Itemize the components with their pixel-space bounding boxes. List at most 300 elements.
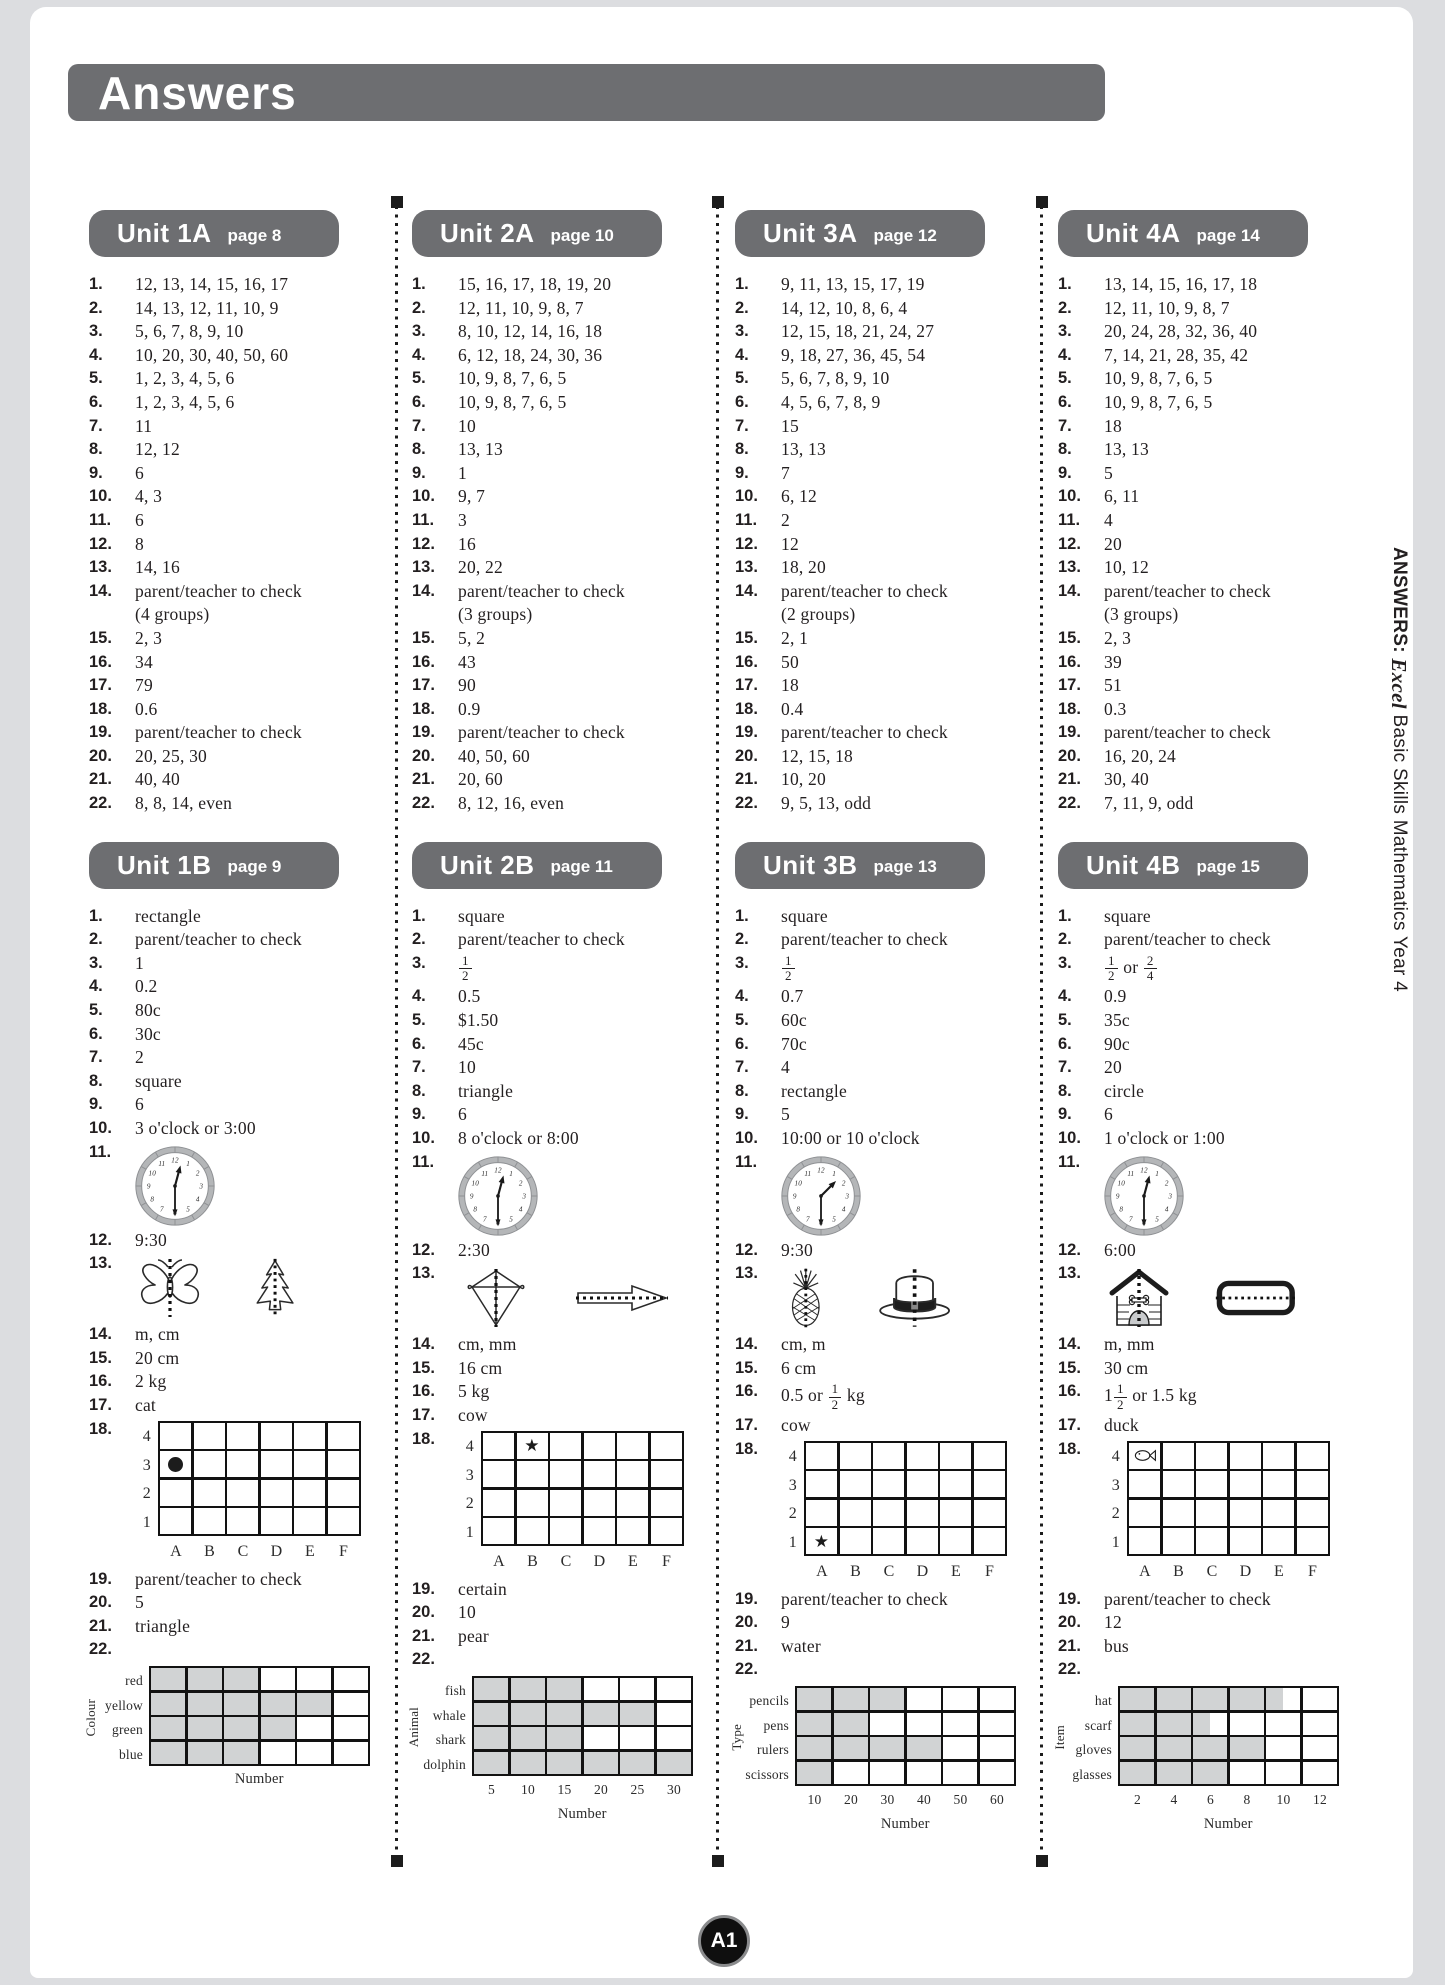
- chart-row-label: glasses: [1072, 1766, 1112, 1782]
- answer-row-2b-18: [398, 1428, 721, 1578]
- fraction: $\frac{1}{2}$: [782, 954, 795, 984]
- eraser-symmetry-icon: [1214, 1278, 1298, 1318]
- answer-number: 13.: [412, 558, 435, 577]
- chart-cell: [870, 1713, 904, 1735]
- chart-x-axis-label: Number: [1203, 1816, 1253, 1833]
- answer-row-2a-16: [398, 651, 721, 675]
- answer-value: [781, 1438, 1007, 1588]
- answer-row-3b-18: [721, 1438, 1044, 1588]
- answer-number: 19.: [89, 723, 112, 742]
- answer-row-2a-6: [398, 391, 721, 415]
- answer-value: 14, 13, 12, 11, 10, 9: [135, 297, 279, 318]
- answer-value: circle: [1104, 1080, 1145, 1101]
- answer-text: kg: [842, 1385, 865, 1406]
- answer-number: 19.: [735, 1589, 758, 1608]
- chart-cell: [474, 1727, 508, 1749]
- edge-caption-brand: Excel: [1387, 658, 1411, 709]
- answer-row-2b-13: [398, 1262, 721, 1333]
- answer-number: 4.: [735, 987, 749, 1006]
- answer-value: 15: [781, 415, 799, 436]
- grid-cell-A2: [160, 1480, 191, 1506]
- answer-row-1b-19: [75, 1568, 398, 1592]
- answer-number: 5.: [735, 1011, 749, 1030]
- grid-cell-E2: [294, 1480, 325, 1506]
- answer-number: 15.: [735, 1358, 758, 1377]
- answer-row-4b-13: [1044, 1262, 1367, 1333]
- unit-page-ref: page 15: [1196, 857, 1260, 877]
- answer-row-2b-20: [398, 1601, 721, 1625]
- answer-row-4b-14: [1044, 1333, 1367, 1357]
- answer-number: 15.: [412, 628, 435, 647]
- answer-number: 13.: [1058, 1264, 1081, 1283]
- grid-cell-B3: [194, 1451, 225, 1477]
- answer-number: 6.: [735, 1034, 749, 1053]
- page-number: A1: [710, 1929, 738, 1952]
- answer-row-1a-19: [75, 721, 398, 745]
- answer-row-2a-12: [398, 533, 721, 557]
- answer-value: 13, 13: [1104, 439, 1149, 460]
- answer-line: parent/teacher to check: [458, 580, 625, 601]
- answer-value: 10, 12: [1104, 557, 1149, 578]
- answers-page: [30, 7, 1413, 1978]
- answer-value: 5, 6, 7, 8, 9, 10: [135, 321, 244, 342]
- svg-text:3: 3: [199, 1182, 204, 1191]
- answer-value: 5 kg: [458, 1381, 490, 1402]
- answer-number: 8.: [412, 440, 426, 459]
- answer-row-1a-7: [75, 415, 398, 439]
- answer-row-4b-6: [1044, 1033, 1367, 1057]
- answer-number: 2.: [89, 930, 103, 949]
- grid-cell-B4: [840, 1443, 871, 1469]
- answer-value: cm, m: [781, 1334, 826, 1355]
- answer-number: 9.: [412, 463, 426, 482]
- answer-value: square: [458, 905, 505, 926]
- answer-value: 10, 20, 30, 40, 50, 60: [135, 344, 289, 365]
- answer-value: 5, 2: [458, 627, 486, 648]
- answer-number: 15.: [1058, 628, 1081, 647]
- svg-text:11: 11: [158, 1159, 166, 1168]
- chart-cell: [907, 1762, 941, 1784]
- answer-row-1b-14: [75, 1323, 398, 1347]
- answer-value: 0.5: [458, 986, 481, 1007]
- answer-row-2a-22: [398, 792, 721, 816]
- answer-number: 1.: [1058, 275, 1072, 293]
- answer-row-4b-16: [1044, 1380, 1367, 1414]
- grid-cell-A3: [1129, 1471, 1160, 1497]
- answer-number: 9.: [89, 1095, 103, 1114]
- answer-value: [1104, 952, 1158, 986]
- answer-number: 14.: [89, 1325, 112, 1344]
- grid-cell-E4: [617, 1433, 648, 1459]
- answer-row-3a-16: [721, 651, 1044, 675]
- answer-row-4a-8: [1044, 438, 1367, 462]
- unit-title: Unit 1A: [117, 218, 212, 248]
- svg-text:10: 10: [471, 1179, 479, 1188]
- answer-line: (3 groups): [1104, 604, 1179, 625]
- answer-value: certain: [458, 1578, 508, 1599]
- grid-row-label: 4: [465, 1438, 474, 1456]
- answer-value: 30, 40: [1104, 769, 1149, 790]
- answer-number: 20.: [412, 1603, 435, 1622]
- chart-row-label: whale: [432, 1707, 466, 1723]
- svg-text:12: 12: [171, 1155, 179, 1164]
- answer-value: 11: [135, 415, 153, 436]
- chart-cell: [657, 1678, 691, 1700]
- answer-row-3a-6: [721, 391, 1044, 415]
- answer-value: 90: [458, 675, 476, 696]
- answer-value: 16 cm: [458, 1357, 503, 1378]
- grid-cell-E3: [1263, 1471, 1294, 1497]
- answer-number: 18.: [1058, 1439, 1081, 1458]
- answer-value: 10, 9, 8, 7, 6, 5: [458, 391, 567, 412]
- grid-cell-B2: [840, 1500, 871, 1526]
- grid-cell-D1: [1230, 1528, 1261, 1554]
- answer-number: 13.: [1058, 558, 1081, 577]
- svg-text:3: 3: [522, 1192, 527, 1201]
- pineapple-symmetry-icon: [781, 1267, 831, 1329]
- answer-row-3b-14: [721, 1333, 1044, 1357]
- chart-row-label: scissors: [745, 1766, 789, 1782]
- answer-value: parent/teacher to check: [1104, 1588, 1271, 1609]
- answer-number: 1.: [412, 275, 426, 293]
- grid-col-label: E: [1274, 1563, 1284, 1581]
- chart-cell: [547, 1678, 581, 1700]
- answer-number: 21.: [89, 770, 112, 789]
- answer-row-4b-2: [1044, 928, 1367, 952]
- answer-row-4b-8: [1044, 1080, 1367, 1104]
- answer-number: 17.: [89, 676, 112, 695]
- answer-row-1b-1: [75, 905, 398, 929]
- chart-cell: [1266, 1762, 1300, 1784]
- answer-value: 10:00 or 10 o'clock: [781, 1128, 920, 1148]
- fish-marker-icon: [1133, 1448, 1157, 1463]
- grid-cell-F4: [974, 1443, 1005, 1469]
- answer-number: 15.: [1058, 1358, 1081, 1377]
- answer-value: 5: [781, 1104, 790, 1125]
- svg-text:5: 5: [509, 1214, 514, 1223]
- grid-col-label: B: [850, 1563, 861, 1581]
- grid-cell-C4: [227, 1423, 258, 1449]
- svg-text:5: 5: [832, 1214, 837, 1223]
- grid-col-label: A: [816, 1563, 828, 1581]
- answer-value: 0.6: [135, 698, 158, 719]
- answer-number: 14.: [412, 1335, 435, 1354]
- symmetry-figures: [1104, 1267, 1298, 1329]
- answer-number: 14.: [89, 581, 112, 600]
- grid-row-label: 2: [465, 1495, 474, 1513]
- answer-number: 5.: [89, 1001, 103, 1020]
- answer-row-4a-6: [1044, 391, 1367, 415]
- answer-value: 10: [458, 1057, 476, 1078]
- answer-value: 7: [781, 462, 790, 483]
- answer-row-1b-17: [75, 1394, 398, 1418]
- chart-cell: [1230, 1762, 1264, 1784]
- answer-row-3b-2: [721, 928, 1044, 952]
- answer-number: 7.: [1058, 416, 1072, 435]
- answer-row-1b-9: [75, 1093, 398, 1117]
- answer-row-2a-15: [398, 627, 721, 651]
- answer-row-2a-7: [398, 415, 721, 439]
- grid-cell-E1: [617, 1518, 648, 1544]
- answer-row-1a-5: [75, 367, 398, 391]
- answer-row-4a-5: [1044, 367, 1367, 391]
- chart-tick-label: 30: [667, 1781, 681, 1797]
- answer-row-3b-13: [721, 1262, 1044, 1333]
- chart-cell: [261, 1742, 295, 1764]
- chart-tick-label: 10: [807, 1791, 822, 1807]
- chart-cell: [1193, 1762, 1227, 1784]
- grid-row-label: 1: [465, 1523, 474, 1541]
- answer-number: 11.: [89, 1142, 112, 1161]
- answer-value: cow: [781, 1414, 811, 1435]
- answer-number: 6.: [412, 1034, 426, 1053]
- chart-cell: [980, 1762, 1014, 1784]
- answer-number: 12.: [89, 534, 112, 553]
- answer-value: [135, 1141, 215, 1229]
- answer-number: 17.: [1058, 676, 1081, 695]
- answer-row-4b-21: [1044, 1635, 1367, 1659]
- chart-cell: [224, 1668, 258, 1690]
- answer-list: [721, 905, 1044, 1837]
- grid-cell-C1: [873, 1528, 904, 1554]
- answer-row-1a-20: [75, 745, 398, 769]
- star-marker: ★: [813, 1531, 830, 1551]
- answer-value: 70c: [781, 1033, 807, 1054]
- answer-number: 18.: [89, 699, 112, 718]
- grid-cell-C2: [1196, 1500, 1227, 1526]
- answer-value: 1 o'clock or 1:00: [1104, 1128, 1225, 1148]
- answer-row-1b-3: [75, 952, 398, 976]
- hat-symmetry-icon: [871, 1267, 958, 1329]
- answer-value: 6, 12: [781, 486, 817, 507]
- grid-col-label: B: [204, 1543, 215, 1561]
- answer-row-4b-9: [1044, 1103, 1367, 1127]
- answer-value: [83, 1666, 398, 1791]
- grid-cell-B4: [194, 1423, 225, 1449]
- answer-number: 17.: [89, 1395, 112, 1414]
- answer-number: 4.: [412, 345, 426, 364]
- answer-number: 9.: [735, 463, 749, 482]
- grid-cell-B1: [194, 1508, 225, 1534]
- answer-value: duck: [1104, 1414, 1139, 1435]
- answer-value: [1104, 1262, 1298, 1333]
- chart-cell: [1230, 1737, 1264, 1759]
- answer-row-3b-8: [721, 1080, 1044, 1104]
- answer-number: 11.: [412, 510, 435, 529]
- answer-number: 8.: [1058, 1081, 1072, 1100]
- answer-line: parent/teacher to check: [781, 580, 948, 601]
- chart-cell: [657, 1703, 691, 1725]
- answer-row-4b-7: [1044, 1056, 1367, 1080]
- answer-value: cm, mm: [458, 1334, 517, 1355]
- dot-marker: [168, 1457, 183, 1472]
- answer-number: 1.: [412, 906, 426, 925]
- answer-value: 2, 3: [1104, 627, 1132, 648]
- answer-value: 9:30: [781, 1239, 813, 1260]
- unit-header-2a: [412, 210, 662, 257]
- answer-row-4a-20: [1044, 745, 1367, 769]
- page-number-badge: [698, 1915, 750, 1967]
- grid-cell-C2: [550, 1490, 581, 1516]
- pine-tree-symmetry-icon: [245, 1257, 305, 1319]
- chart-tick-label: 12: [1313, 1791, 1327, 1807]
- answer-row-3a-7: [721, 415, 1044, 439]
- answer-row-3b-7: [721, 1056, 1044, 1080]
- grid-cell-B2: [194, 1480, 225, 1506]
- grid-cell-C4: [873, 1443, 904, 1469]
- answer-value: 60c: [781, 1010, 807, 1031]
- answer-value: 8, 8, 14, even: [135, 793, 233, 814]
- answer-row-4b-1: [1044, 905, 1367, 929]
- answer-number: 3.: [735, 953, 749, 972]
- coordinate-grid: [781, 1441, 1007, 1584]
- answer-row-1b-8: [75, 1070, 398, 1094]
- chart-cell: [943, 1713, 977, 1735]
- grid-cell-D1: [261, 1508, 292, 1534]
- answer-number: 17.: [735, 1415, 758, 1434]
- answer-row-1b-5: [75, 999, 398, 1023]
- answer-number: 6.: [89, 392, 103, 411]
- answer-row-3b-5: [721, 1009, 1044, 1033]
- chart-cell: [1157, 1737, 1191, 1759]
- answer-number: 10.: [735, 1129, 758, 1147]
- answer-number: 12.: [735, 1240, 758, 1259]
- chart-cell: [224, 1717, 258, 1739]
- answer-value: [458, 1151, 538, 1239]
- grid-cell-D2: [1230, 1500, 1261, 1526]
- answer-row-4b-3: [1044, 952, 1367, 986]
- chart-cell: [1266, 1737, 1300, 1759]
- grid-cell-C1: [550, 1518, 581, 1544]
- answer-row-4a-18: [1044, 698, 1367, 722]
- chart-cell: [620, 1678, 654, 1700]
- chart-cell: [1120, 1737, 1154, 1759]
- answer-value: 18: [781, 675, 799, 696]
- answer-number: 9.: [89, 463, 103, 482]
- grid-cell-D3: [1230, 1471, 1261, 1497]
- answer-number: 6.: [412, 392, 426, 411]
- answer-row-1b-21: [75, 1615, 398, 1639]
- answer-number: 3.: [735, 322, 749, 341]
- answer-row-3a-14: [721, 580, 1044, 627]
- svg-text:2: 2: [1164, 1179, 1169, 1188]
- answer-row-2a-4: [398, 344, 721, 368]
- answer-list: [75, 273, 398, 816]
- answer-value: 10: [458, 415, 476, 436]
- answer-list: [398, 905, 721, 1827]
- chart-cell: [584, 1727, 618, 1749]
- answer-column: [1044, 210, 1367, 1837]
- chart-cell: [657, 1752, 691, 1774]
- answer-number: 22.: [89, 794, 112, 813]
- chart-cell: [943, 1762, 977, 1784]
- answer-value: 20: [1104, 1057, 1122, 1078]
- chart-cell: [584, 1678, 618, 1700]
- chart-cell: [1303, 1737, 1337, 1759]
- mini-bar-chart: [79, 1666, 398, 1791]
- grid-cell-E2: [1263, 1500, 1294, 1526]
- mini-bar-chart: [725, 1686, 1044, 1837]
- answer-value: 10, 20: [781, 769, 826, 790]
- answer-value: [1052, 1686, 1367, 1837]
- chart-cell: [657, 1727, 691, 1749]
- unit-1a: [75, 210, 398, 816]
- answer-number: 13.: [89, 558, 112, 577]
- answer-line: (3 groups): [458, 604, 533, 625]
- answer-number: 6.: [89, 1024, 103, 1043]
- unit-page-ref: page 8: [227, 225, 282, 245]
- answer-value: 6, 12, 18, 24, 30, 36: [458, 344, 603, 365]
- grid-cell-F2: [974, 1500, 1005, 1526]
- grid-cell-A1: [160, 1508, 191, 1534]
- answer-number: 7.: [89, 416, 103, 435]
- answer-value: [406, 1676, 721, 1827]
- grid-cell-C2: [873, 1500, 904, 1526]
- answer-row-3a-2: [721, 297, 1044, 321]
- answer-number: 1.: [1058, 906, 1072, 925]
- chart-row-label: hat: [1094, 1693, 1112, 1709]
- chart-cell: [1303, 1762, 1337, 1784]
- chart-cell: [334, 1717, 368, 1739]
- answer-value: 13, 14, 15, 16, 17, 18: [1104, 274, 1258, 294]
- answer-value: 4: [1104, 509, 1113, 530]
- answer-row-4b-18: [1044, 1438, 1367, 1588]
- answer-number: 21.: [735, 770, 758, 789]
- svg-text:7: 7: [160, 1204, 164, 1213]
- grid-cell-E4: [294, 1423, 325, 1449]
- answer-value: cat: [135, 1394, 156, 1415]
- answer-number: 17.: [412, 1405, 435, 1424]
- chart-x-axis-label: Number: [234, 1770, 284, 1787]
- unit-header-1a: [89, 210, 339, 257]
- chart-cell: [1157, 1762, 1191, 1784]
- chart-cell: [1303, 1713, 1337, 1735]
- answer-row-3a-13: [721, 556, 1044, 580]
- answer-row-2b-2: [398, 928, 721, 952]
- answer-row-4a-2: [1044, 297, 1367, 321]
- answer-number: 5.: [1058, 1011, 1072, 1030]
- grid-col-label: F: [1307, 1563, 1318, 1581]
- unit-2a: [398, 210, 721, 816]
- grid-cell-D1: [584, 1518, 615, 1544]
- chart-cell: [188, 1693, 222, 1715]
- grid-cell-A1: [1129, 1528, 1160, 1554]
- grid-cell-E3: [940, 1471, 971, 1497]
- answer-row-2a-9: [398, 462, 721, 486]
- chart-cell: [261, 1717, 295, 1739]
- answer-value: 13, 13: [781, 439, 826, 460]
- grid-cell-A4: [160, 1423, 191, 1449]
- chart-cell: [188, 1742, 222, 1764]
- answer-row-2b-19: [398, 1578, 721, 1602]
- answer-value: 6 cm: [781, 1357, 817, 1378]
- answer-value: 43: [458, 651, 476, 672]
- answer-number: 4.: [89, 345, 103, 364]
- grid-col-label: C: [883, 1563, 895, 1581]
- answer-number: 16.: [1058, 1382, 1081, 1401]
- answer-value: bus: [1104, 1635, 1129, 1656]
- answer-row-4a-4: [1044, 344, 1367, 368]
- answer-row-2b-11: [398, 1151, 721, 1239]
- grid-col-label: C: [237, 1543, 249, 1561]
- answer-number: 2.: [412, 930, 426, 949]
- chart-cell: [297, 1668, 331, 1690]
- grid-row-label: 3: [788, 1476, 797, 1494]
- grid-cell-A3: [160, 1451, 191, 1477]
- chart-cell: [620, 1703, 654, 1725]
- grid-cell-D4: [584, 1433, 615, 1459]
- answer-list: [75, 905, 398, 1791]
